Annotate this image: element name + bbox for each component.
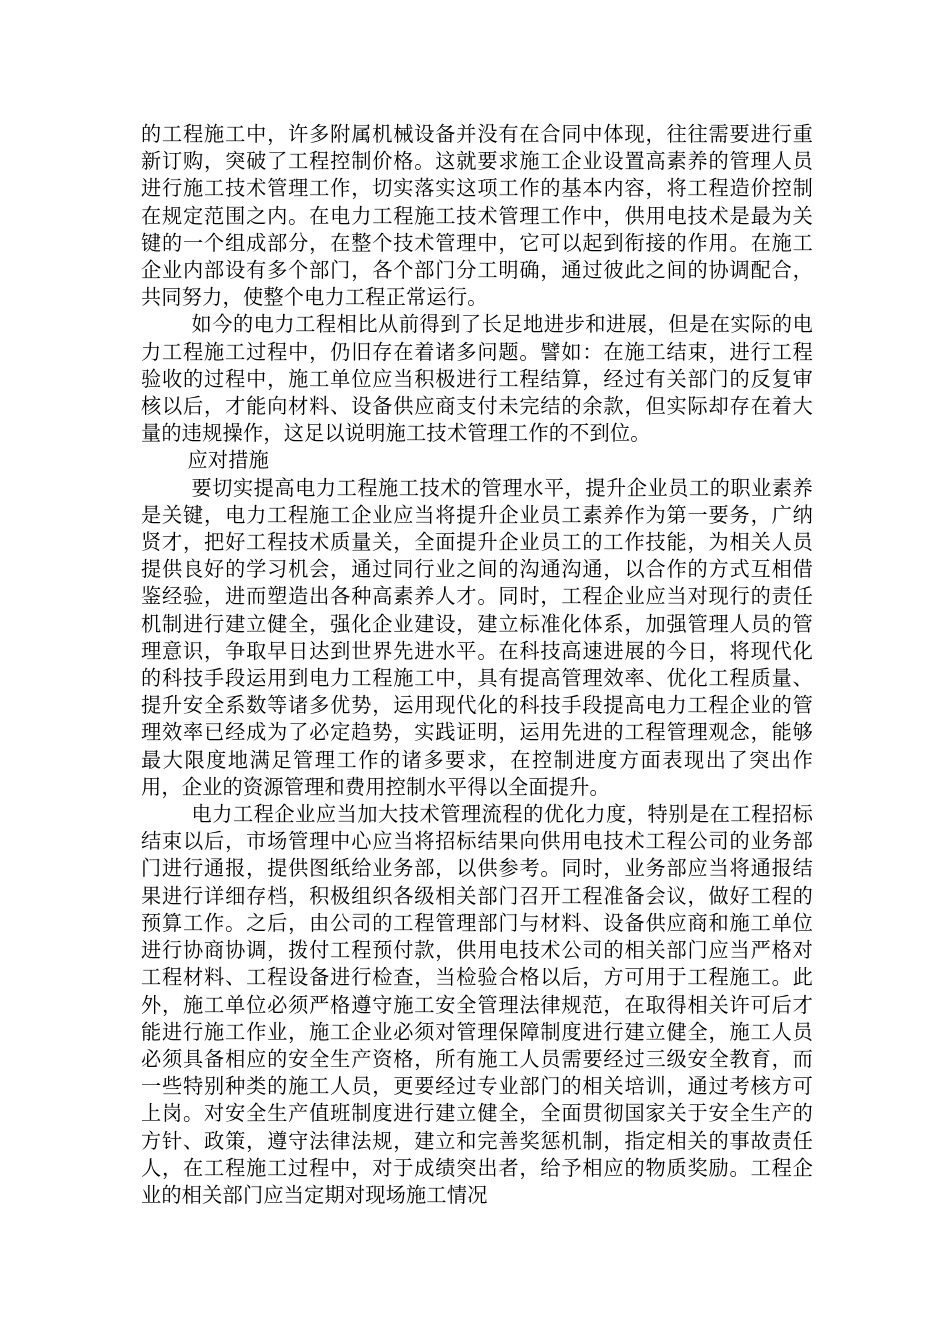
section-heading: 应对措施 bbox=[187, 448, 270, 473]
paragraph-continuation: 的工程施工中，许多附属机械设备并没有在合同中体现，往往需要进行重新订购，突破了工程控制价格。这就要求施工企业设置高素养的管理人员进行施工技术管理工作，切实落实这项工作的基本内容，将工程造价控制在规定范围之内。在电力工程施工技术管理工作中，供用电技术是最为关键的一个组成部分，在整个技术管理中，它可以起到衔接的作用。在施工企业内部设有多个部门，各个部门分工明确，通过彼此之间的协调配合，共同努力，使整个电力工程正常运行。 bbox=[141, 122, 813, 310]
paragraph-measures-process: 电力工程企业应当加大技术管理流程的优化力度，特别是在工程招标结束以后，市场管理中心应当将招标结果向供用电技术工程公司的业务部门进行通报，提供图纸给业务部，以供参考。同时，业务部应当将通报结果进行详细存档，积极组织各级相关部门召开工程准备会议，做好工程的预算工作。之后，由公司的工程管理部门与材料、设备供应商和施工单位进行协商协调，拨付工程预付款，供用电技术公司的相关部门应当严格对工程材料、工程设备进行检查，当检验合格以后，方可用于工程施工。此外，施工单位必须严格遵守施工安全管理法律规范，在取得相关许可后才能进行施工作业，施工企业必须对管理保障制度进行建立健全，施工人员必须具备相应的安全生产资格，所有施工人员需要经过三级安全教育，而一些特别种类的施工人员，更要经过专业部门的相关培训，通过考核方可上岗。对安全生产值班制度进行建立健全，全面贯彻国家关于安全生产的方针、政策，遵守法律法规，建立和完善奖惩机制，指定相关的事故责任人，在工程施工过程中，对于成绩突出者，给予相应的物质奖励。工程企业的相关部门应当定期对现场施工情况 bbox=[141, 802, 813, 1207]
document-body bbox=[141, 121, 813, 1209]
paragraph-measures-training: 要切实提高电力工程施工技术的管理水平，提升企业员工的职业素养是关键，电力工程施工企业应当将提升企业员工素养作为第一要务，广纳贤才，把好工程技术质量关，全面提升企业员工的工作技能，为相关人员提供良好的学习机会，通过同行业之间的沟通沟通，以合作的方式互相借鉴经验，进而塑造出各种高素养人才。同时，工程企业应当对现行的责任机制进行建立健全，强化企业建设，建立标准化体系，加强管理人员的管理意识，争取早日达到世界先进水平。在科技高速进展的今日，将现代化的科技手段运用到电力工程施工中，具有提高管理效率、优化工程质量、提升安全系数等诸多优势，运用现代化的科技手段提高电力工程企业的管理效率已经成为了必定趋势，实践证明，运用先进的工程管理观念，能够最大限度地满足管理工作的诸多要求，在控制进度方面表现出了突出作用，企业的资源管理和费用控制水平得以全面提升。 bbox=[141, 475, 813, 799]
paragraph-problems: 如今的电力工程相比从前得到了长足地进步和进展，但是在实际的电力工程施工过程中，仍旧存在着诸多问题。譬如：在施工结束，进行工程验收的过程中，施工单位应当积极进行工程结算，经过有关部门的反复审核以后，才能向材料、设备供应商支付未完结的余款，但实际却存在着大量的违规操作，这足以说明施工技术管理工作的不到位。 bbox=[141, 312, 813, 446]
